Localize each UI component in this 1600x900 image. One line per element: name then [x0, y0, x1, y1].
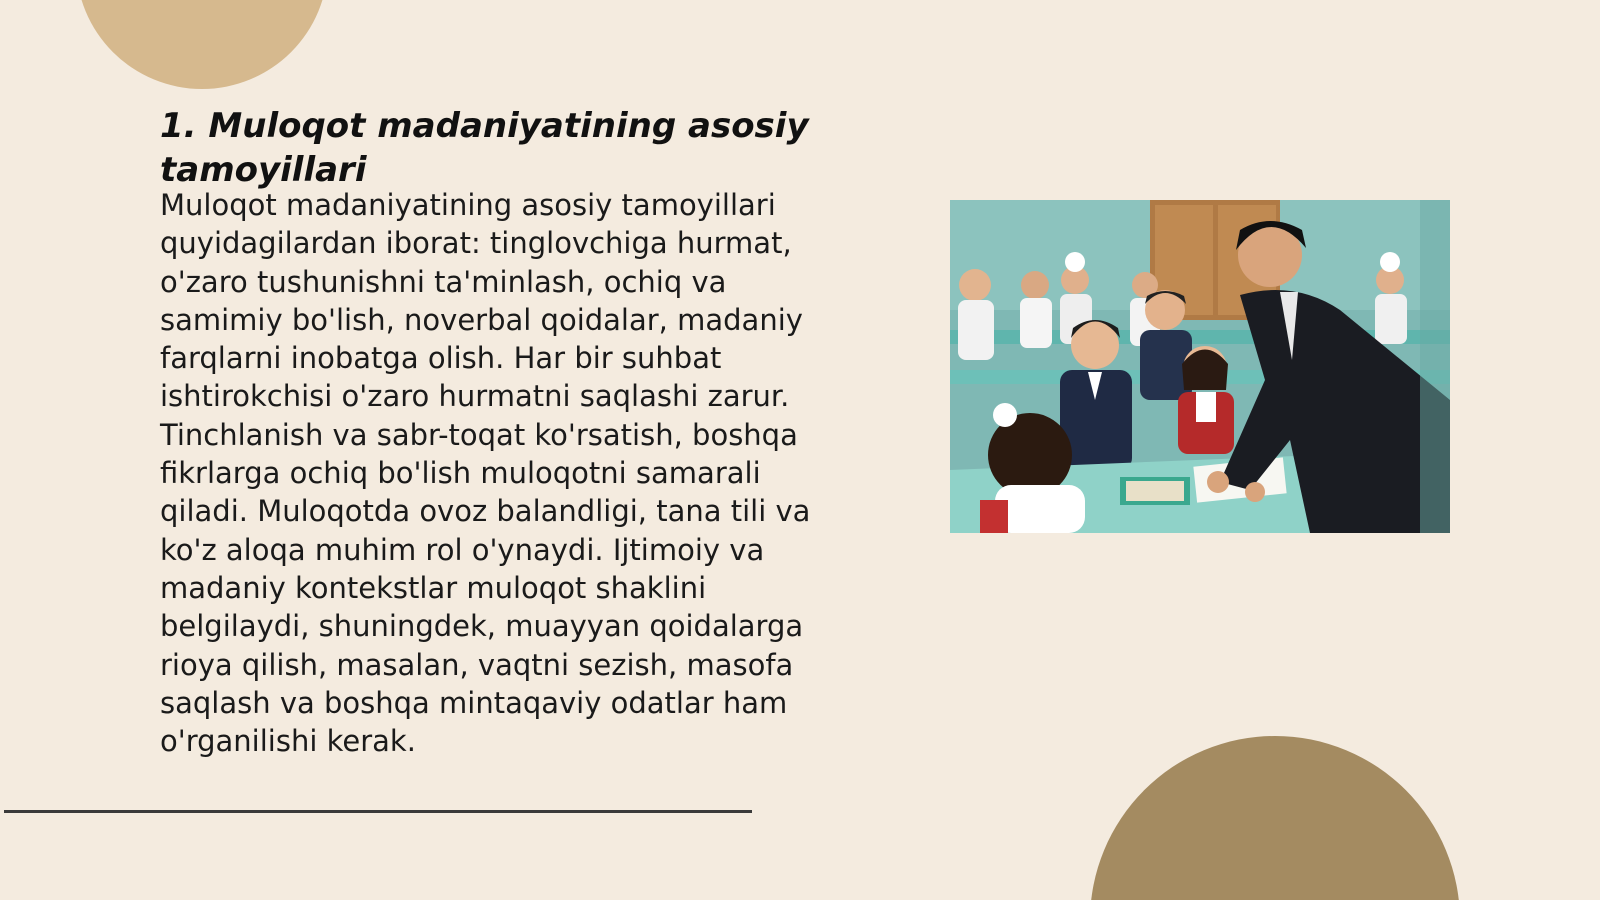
slide-body-text: Muloqot madaniyatining asosiy tamoyillari quyidagilardan iborat: tinglovchiga hurmat, o'zaro tushunishni ta'minlash, ochiq va samimiy bo'lish, noverbal qoidalar, madaniy farqlarni inobatga olish. Har bir suhbat ishtirokchisi o'zaro hurmatni saqlashi zarur. Tinchlanish va sabr-toqat ko'rsatish, boshqa fikrlarga ochiq bo'lish muloqotni samarali qiladi. Muloqotda ovoz balandligi, tana tili va ko'z aloqa muhim rol o'ynaydi. Ijtimoiy va madaniy kontekstlar muloqot shaklini belgilaydi, shuningdek, muayyan qoidalarga rioya qilish, masalan, vaqtni sezish, masofa saqlash va boshqa mintaqaviy odatlar ham o'rganilishi kerak. — [160, 188, 811, 759]
classroom-illustration — [950, 200, 1450, 533]
classroom-photo — [950, 200, 1450, 533]
decorative-circle-bottom — [1090, 736, 1460, 900]
divider-line — [4, 810, 752, 813]
decorative-circle-top — [76, 0, 328, 89]
slide-title: 1. Muloqot madaniyatining asosiy tamoyillari — [160, 106, 809, 190]
